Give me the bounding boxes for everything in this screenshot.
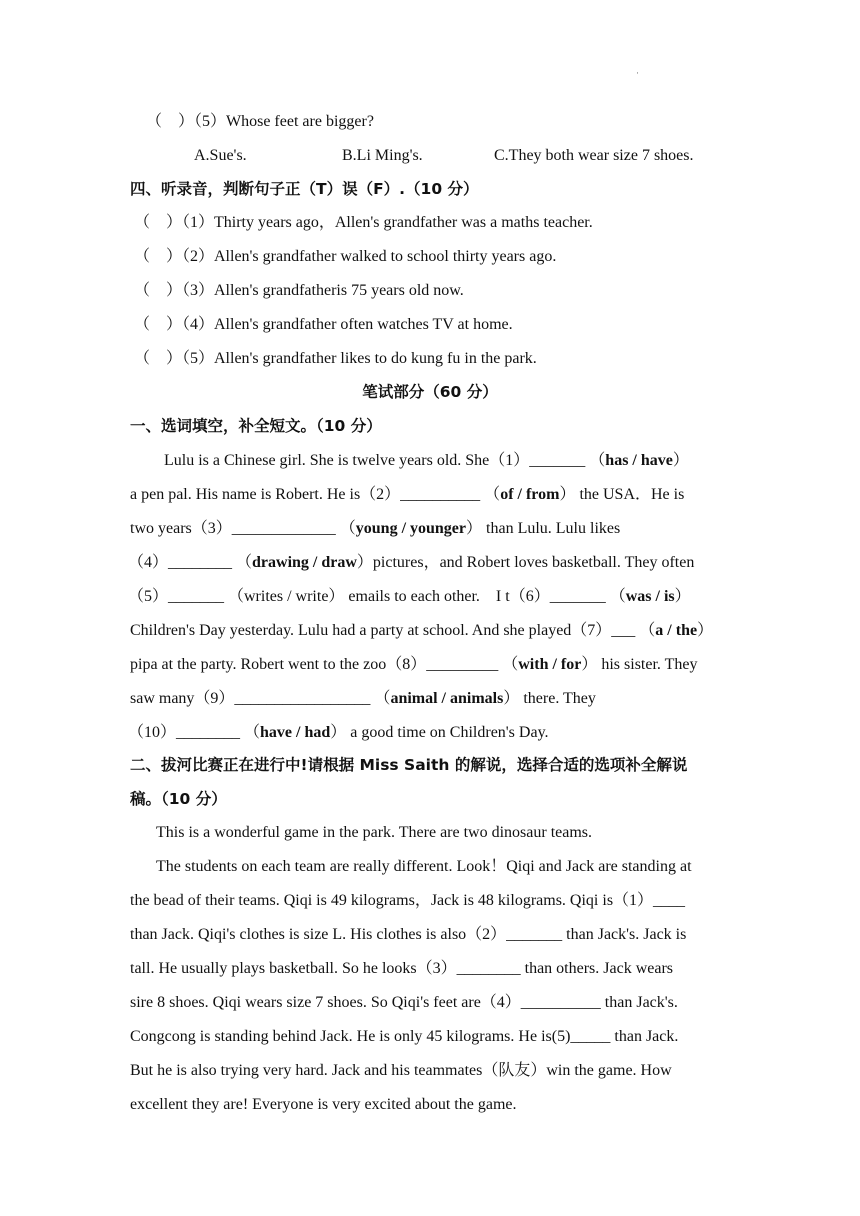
passage2-line: But he is also trying very hard. Jack and his teammates（队友）win the game. How (130, 1062, 672, 1079)
passage2-line: Congcong is standing behind Jack. He is only 45 kilograms. He is(5)_____ than Jack. (130, 1028, 679, 1045)
passage1-line: two years（3）_____________ （young / younger） than Lulu. Lulu likes (130, 520, 621, 537)
word-choice: drawing / draw (252, 554, 357, 571)
q5-option-c: C.They both wear size 7 shoes. (494, 147, 694, 164)
tf-item: （ ）（4）Allen's grandfather often watches TV at home. (134, 316, 513, 333)
part2-heading: 二、拔河比赛正在进行中!请根据 Miss Saith 的解说，选择合适的选项补全解说 (130, 756, 688, 774)
passage1-line: a pen pal. His name is Robert. He is（2）__________ （of / from） the USA．He is (130, 486, 685, 503)
passage1-line: Lulu is a Chinese girl. She is twelve years old. She（1）_______ （has / have） (164, 452, 689, 469)
word-choice: was / is (625, 588, 675, 605)
word-choice: animal / animals (390, 690, 504, 707)
part1-heading: 一、选词填空，补全短文。（10 分） (130, 417, 382, 435)
passage2-line: tall. He usually plays basketball. So he looks（3）________ than others. Jack wears (130, 960, 674, 977)
written-part-title: 笔试部分（60 分） (362, 383, 498, 401)
passage2-line: excellent they are! Everyone is very excited about the game. (130, 1096, 517, 1113)
q5-option-b: B.Li Ming's. (342, 147, 423, 164)
tf-item: （ ）（3）Allen's grandfatheris 75 years old now. (134, 282, 464, 299)
passage2-line: the bead of their teams. Qiqi is 49 kilograms，Jack is 48 kilograms. Qiqi is（1）____ (130, 892, 686, 909)
word-choice: a / the (655, 622, 698, 639)
q5-option-a: A.Sue's. (194, 147, 247, 164)
passage1-line: Children's Day yesterday. Lulu had a party at school. And she played（7）___ （a / the） (130, 622, 714, 639)
passage1-line: （10）________ （have / had） a good time on Children's Day. (128, 724, 549, 741)
passage2-line: This is a wonderful game in the park. There are two dinosaur teams. (156, 824, 593, 841)
word-choice: of / from (500, 486, 560, 503)
tf-item: （ ）（5）Allen's grandfather likes to do kung fu in the park. (134, 350, 537, 367)
word-choice: young / younger (355, 520, 467, 537)
passage1-line: （5）_______ （writes / write） emails to each other. I t（6）_______ （was / is） (128, 588, 691, 605)
q5-stem: （ ）（5）Whose feet are bigger? (146, 113, 374, 130)
word-choice: with / for (518, 656, 582, 673)
section4-heading: 四、听录音，判断句子正（T）误（F）.（10 分） (130, 180, 479, 198)
tf-item: （ ）（1）Thirty years ago，Allen's grandfather was a maths teacher. (134, 214, 593, 231)
word-choice: have / had (260, 724, 331, 741)
passage1-line: saw many（9）_________________ （animal / animals） there. They (130, 690, 596, 707)
passage1-line: pipa at the party. Robert went to the zoo（8）_________ （with / for） his sister. They (130, 656, 698, 673)
corner-mark: · (636, 68, 639, 78)
passage2-line: The students on each team are really different. Look！Qiqi and Jack are standing at (156, 858, 692, 875)
word-choice: has / have (605, 452, 673, 469)
passage1-line: （4）________ （drawing / draw）pictures，and Robert loves basketball. They often (128, 554, 695, 571)
passage2-line: sire 8 shoes. Qiqi wears size 7 shoes. So Qiqi's feet are（4）__________ than Jack's. (130, 994, 678, 1011)
part2-heading-cont: 稿。（10 分） (130, 790, 227, 808)
passage2-line: than Jack. Qiqi's clothes is size L. His clothes is also（2）_______ than Jack's. Jack is (130, 926, 687, 943)
tf-item: （ ）（2）Allen's grandfather walked to school thirty years ago. (134, 248, 557, 265)
